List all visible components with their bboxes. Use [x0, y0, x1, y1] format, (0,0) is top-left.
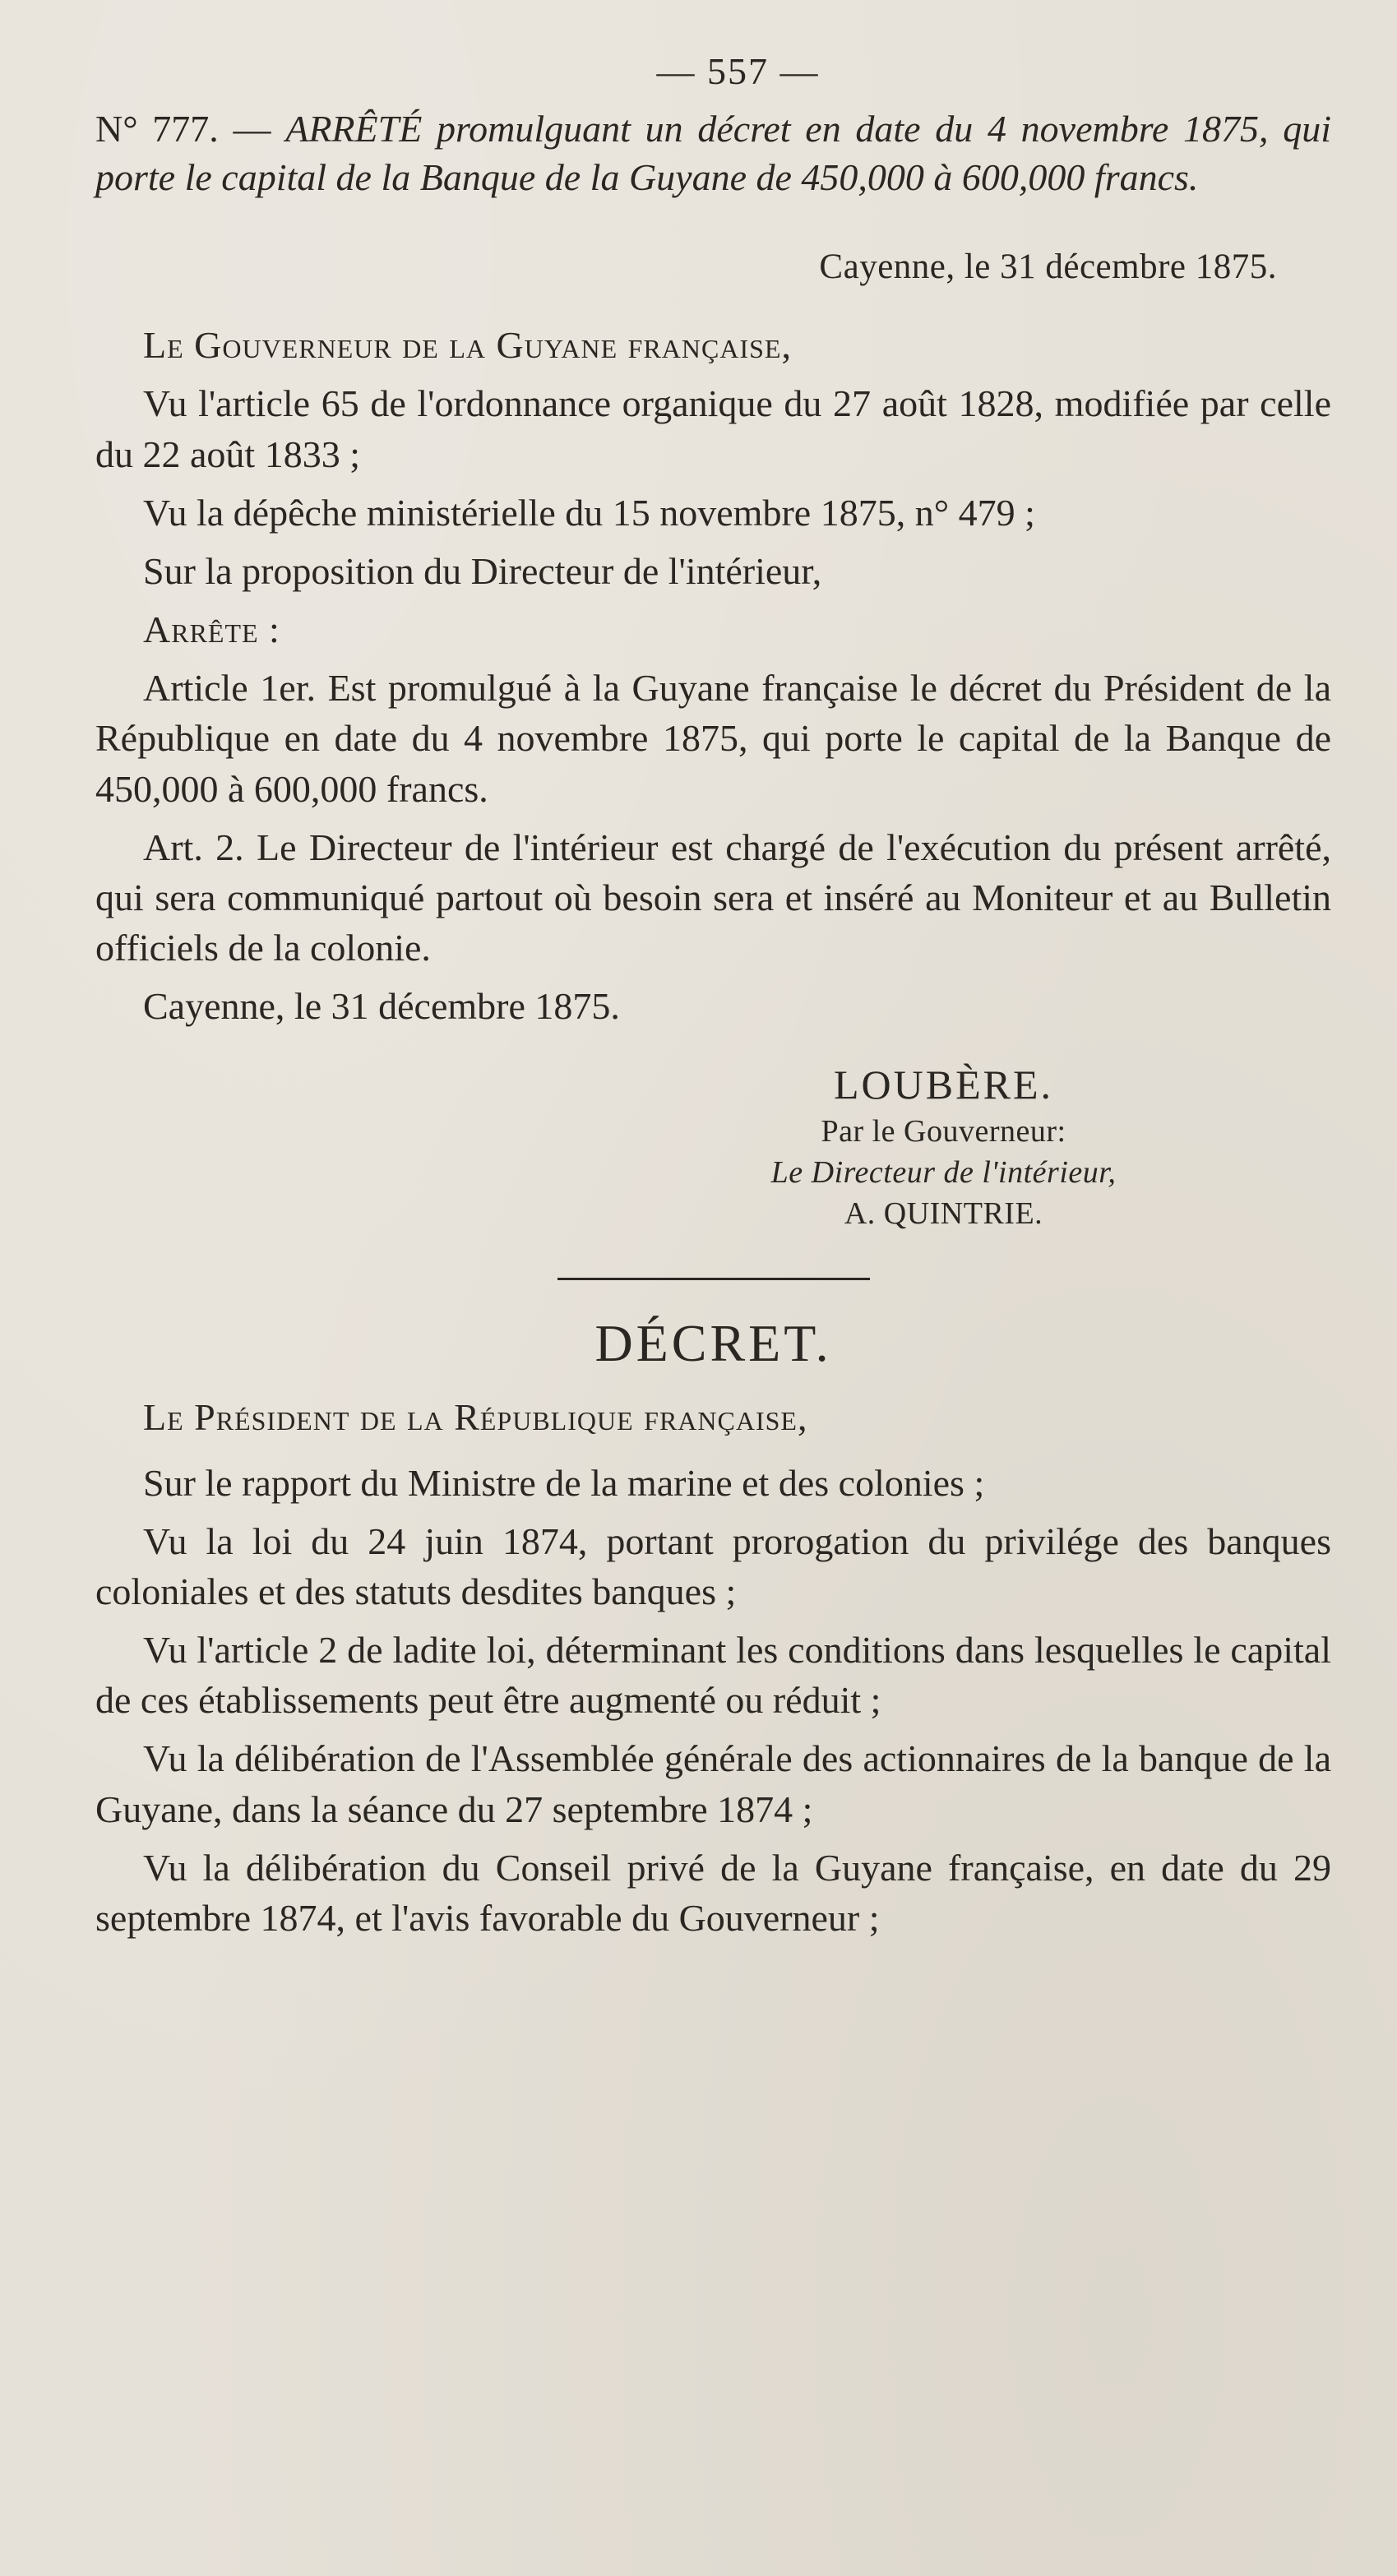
arrete-heading [95, 104, 1331, 203]
place-date: Cayenne, le 31 décembre 1875. [819, 247, 1277, 287]
signature-by: Par le Gouverneur: [821, 1114, 1066, 1149]
article-2: Art. 2. Le Directeur de l'intérieur est chargé de l'exécution du présent arrêté, qui sera communiqué partout où besoin sera et inséré au Moniteur et au Bulletin officiels de la colonie. [95, 826, 1331, 969]
signature-name: LOUBÈRE. [833, 1061, 1054, 1108]
decret-considerant-3: Vu l'article 2 de ladite loi, déterminant les conditions dans lesquelles le capital de ces établissements peut être augmenté ou réduit ; [95, 1629, 1331, 1722]
decret-considerant-1: Sur le rapport du Ministre de la marine et des colonies ; [143, 1461, 985, 1504]
president-line: Le Président de la République française, [143, 1396, 808, 1439]
considerant-3: Sur la proposition du Directeur de l'intérieur, [143, 549, 822, 592]
signature-signatory: A. QUINTRIE. [844, 1196, 1043, 1232]
decret-title: DÉCRET. [594, 1314, 832, 1373]
considerant-2: Vu la dépêche ministérielle du 15 novembre 1875, n° 479 ; [143, 491, 1035, 534]
closing-date: Cayenne, le 31 décembre 1875. [143, 985, 620, 1028]
section-divider [557, 1278, 870, 1280]
page-number: — 557 — [656, 50, 820, 92]
decret-considerant-5: Vu la délibération du Conseil privé de la Guyane française, en date du 29 septembre 1874, et l'avis favorable du Gouverneur ; [95, 1846, 1331, 1939]
arrete-heading-text: ARRÊTÉ promulguant un décret en date du 4 novembre 1875, qui porte le capital de la Banque de la Guyane de 450,000 à 600,000 francs. [95, 107, 1332, 199]
decret-considerant-2: Vu la loi du 24 juin 1874, portant prorogation du privilége des banques coloniales et des statuts desdites banques ; [95, 1519, 1331, 1612]
governor-line: Le Gouverneur de la Guyane française, [143, 324, 792, 367]
article-1: Article 1er. Est promulgué à la Guyane française le décret du Président de la République en date du 4 novembre 1875, qui porte le capital de la Banque de 450,000 à 600,000 francs. [95, 667, 1331, 810]
signature-title: Le Directeur de l'intérieur, [770, 1155, 1117, 1191]
arrete-label: Arrête : [143, 608, 280, 651]
signature-block [95, 1061, 1331, 1232]
decret-considerant-4: Vu la délibération de l'Assemblée générale des actionnaires de la banque de la Guyane, dans la séance du 27 septembre 1874 ; [95, 1737, 1331, 1830]
arrete-number: N° 777. — [95, 107, 271, 150]
considerant-1: Vu l'article 65 de l'ordonnance organique du 27 août 1828, modifiée par celle du 22 août 1833 ; [95, 382, 1331, 475]
